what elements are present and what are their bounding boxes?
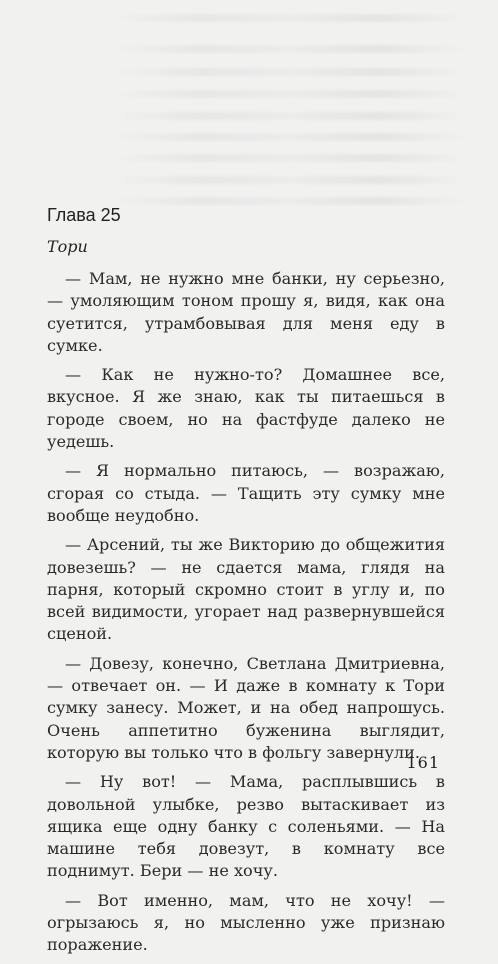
paragraph: — Я нормально питаюсь, — возражаю, сгорая со стыда. — Тащить эту сумку мне вообще неудобно. [47,461,445,525]
paragraph: — Как не нужно-то? Домашнее все, вкусное. Я же знаю, как ты питаешься в городе своем, но на фастфуде далеко не уедешь. [47,365,445,452]
paragraph: — Арсений, ты же Викторию до общежития довезешь? — не сдается мама, глядя на парня, который скромно стоит в углу и, по всей видимости, угорает над развернувшейся сценой. [47,535,445,644]
paragraph: — Мам, не нужно мне банки, ну серьезно, — умоляющим тоном прошу я, видя, как она суетится, утрамбовывая для меня еду в сумке. [47,269,445,355]
paragraph: — Ну вот! — Мама, расплывшись в довольной улыбке, резво вытаскивает из ящика еще одну банку с соленьями. — На машине тебя довезут, в комнату все поднимут. Бери — не хочу. [47,772,445,881]
paragraph: — Довезу, конечно, Светлана Дмитриевна, — отвечает он. — И даже в комнату к Тори сумку занесу. Может, и на обед напрошусь. Очень аппетитно буженина выглядит, которую вы только что в фольгу завернули. [47,653,445,762]
page-number: 161 [406,753,440,772]
bleed-through-line [110,90,470,98]
body-text [47,268,445,964]
bleed-through-line [110,14,470,22]
bleed-through-line [110,45,470,53]
bleed-through-line [110,133,470,141]
bleed-through-line [110,197,470,205]
bleed-through-line [110,112,470,120]
chapter-title: Глава 25 [47,205,121,225]
paragraph: — Вот именно, мам, что не хочу! — огрызаюсь я, но мысленно уже признаю поражение. [47,890,445,955]
chapter-pov-name: Тори [47,237,88,256]
bleed-through-line [110,154,470,162]
bleed-through-line [110,68,470,76]
bleed-through-line [110,176,470,184]
